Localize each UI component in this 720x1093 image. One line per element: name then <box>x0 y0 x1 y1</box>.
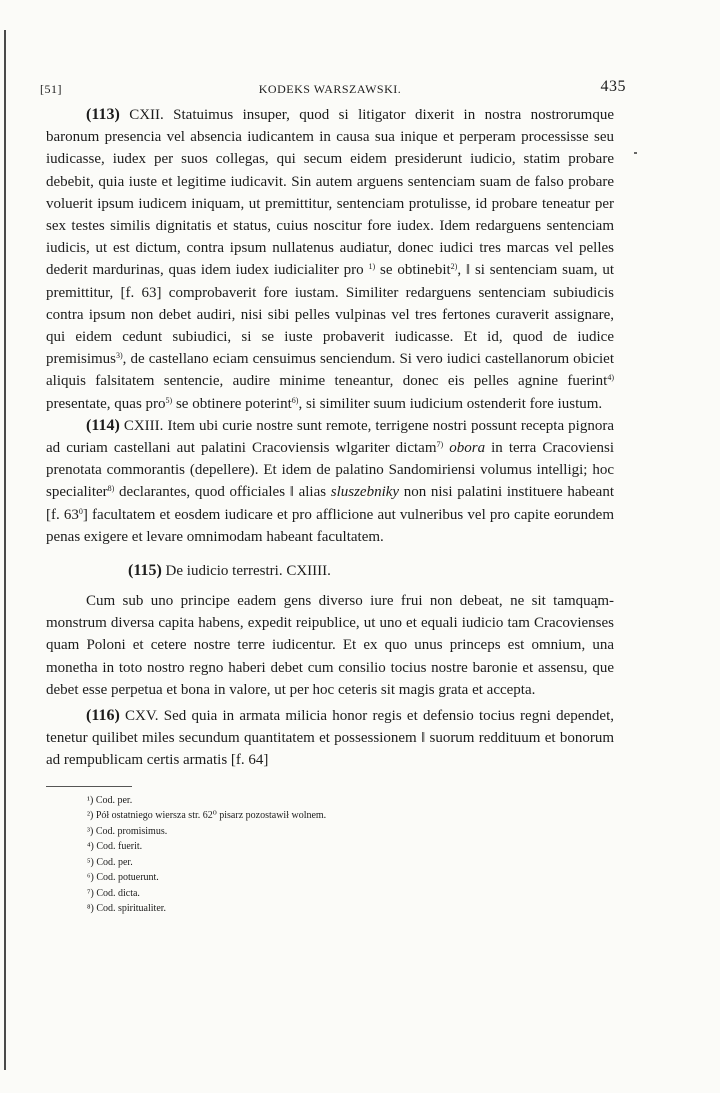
footnote-ref: 1) <box>368 262 376 272</box>
page <box>40 76 626 917</box>
footnote-ref: 2) <box>450 262 458 272</box>
footnote: ⁷) Cod. dicta. <box>87 887 140 899</box>
paragraph-text: CXII. Statuimus insuper, quod si litigator dixerit in nostra nostrorumque baronum presencia vel absencia iudicantem in causa sua inique et perperam processisse seu iudicasse, iudex per suos collegas, qui secum eidem presiderunt iudicio, statim probare debebit, quia iuste et legitime iudicavit. Sin autem arguens sentenciam suam de falso probare voluerit ipsum iudicem iniquam, ut premittitur, sentenciam protulisse, id probare teneatur per sex testes similis dignitatis et status, cuius noscitur fore iudex. Idem redarguens sentenciam iudicis, ut est dictum, contra ipsum nullatenus audiatur, donec iudici tres marcas vel pelles dederit mardurinas, quas idem iudex iudicialiter pro <box>46 107 614 279</box>
scan-edge <box>4 30 6 1070</box>
folio-superscript: 0 <box>78 506 83 516</box>
footnote: ⁸) Cod. spiritualiter. <box>87 903 167 915</box>
paragraph-text: , ‖ si sentenciam suam, ut premittitur, [f. 63] comprobaverit fore iustam. Similiter redarguens sentenciam subiudicis contra ipsum non debet audiri, nisi sibi pelles vulpinas vel tres fertones curaverit assignare, qui eidem cedunt subiudici, si se iuste probaverit iudicasse. Et id, quod de iudice premisimus <box>46 262 615 368</box>
section-title: De iudicio terrestri. CXIIII. <box>161 563 331 580</box>
paragraph-text: se obtinebit <box>375 262 451 279</box>
paragraph-text: , de castellano eciam censuimus senciendum. Si vero iudici castellanorum obiciet aliquis falsitatem sentencie, audire minime teneantur, donec eis pelles agnine fuerint <box>46 351 614 390</box>
paragraph-text: declarantes, quod officiales ‖ alias <box>114 484 331 501</box>
footnote-ref: 5) <box>165 395 173 405</box>
paragraph-116 <box>46 705 614 772</box>
vernacular-term: obora <box>449 440 486 457</box>
footnote: ⁶) Cod. potuerunt. <box>87 872 159 884</box>
section-number: (113) <box>86 106 120 123</box>
paragraph-text: in terra Cracoviensi prenotata commorantis (depellere). Et idem de palatino Sandomiriensi volumus intelligi; hoc specialiter <box>46 440 614 501</box>
footnote: ⁴) Cod. fuerit. <box>87 841 143 853</box>
section-number: (116) <box>86 707 120 725</box>
paragraph-text: se obtinere poterint <box>172 395 292 412</box>
header-title: KODEKS WARSZAWSKI. <box>258 82 402 96</box>
paragraph-text: non nisi palatini instituere habeant [f. 63 <box>46 484 614 523</box>
paragraph-text: , si similiter suum iudicium ostenderit fore iustum. <box>298 395 603 412</box>
footnote-ref: 4) <box>607 373 614 383</box>
footnote-ref: 7) <box>436 440 444 450</box>
section-heading-115 <box>46 560 614 582</box>
paragraph-113 <box>46 104 614 415</box>
header-section-number: [51] <box>40 82 62 96</box>
paragraph-text: presentate, quas pro <box>46 395 166 412</box>
footnote-ref: 6) <box>291 395 299 405</box>
footnote-ref: 8) <box>107 484 115 494</box>
paragraph-text: ] facultatem et eosdem iudicare et pro afflicione aut vulneribus vel pro capite eorundem penas exigere et levare omnimodam habeant facultatem. <box>46 506 614 545</box>
section-number: (115) <box>128 562 162 580</box>
footnote: ¹) Cod. per. <box>87 794 133 806</box>
vernacular-term: sluszebniky <box>330 484 400 501</box>
section-number: (114) <box>86 416 120 434</box>
scan-speck <box>634 152 637 154</box>
footnote: ³) Cod. promisimus. <box>87 825 168 837</box>
paragraph-115: Cum sub uno principe eadem gens diverso iure frui non debeat, ne sit tamquam-monstrum diversa capita habens, expedit reipublice, ut uno et equali iudicio tam Cracovienses quam Poloni et cetere nostre terre iudicentur. Et ex quo unus princeps est omnium, una monetha in toto nostro regno haberi debet cum consilio tocius nostre baronie et assensu, que debet esse perpetua et bona in valore, ut per hoc ceteris sit magis grata et accepta. <box>46 593 614 698</box>
paragraph-text: CXIII. Item ubi curie nostre sunt remote, terrigene nostri possunt recepta pignora ad curiam castellani aut palatini Cracoviensis wlgariter dictam <box>46 417 615 457</box>
footnote: ⁵) Cod. per. <box>87 856 133 868</box>
footnote-ref: 3) <box>116 351 123 361</box>
footnote: ²) Pół ostatniego wiersza str. 62⁰ pisarz pozostawił wolnem. <box>87 810 327 822</box>
paragraph-text: CXV. Sed quia in armata milicia honor regis et defensio tocius regni dependet, tenetur quilibet miles secundum quantitatem et possessionem ‖ suorum reddituum et bonorum ad rempublicam certis armatis [f. 64] <box>46 708 614 769</box>
footnotes <box>46 793 614 917</box>
page-number: 435 <box>600 78 626 95</box>
running-header <box>40 76 626 104</box>
paragraph-114 <box>46 415 614 548</box>
footnote-divider <box>46 786 132 787</box>
